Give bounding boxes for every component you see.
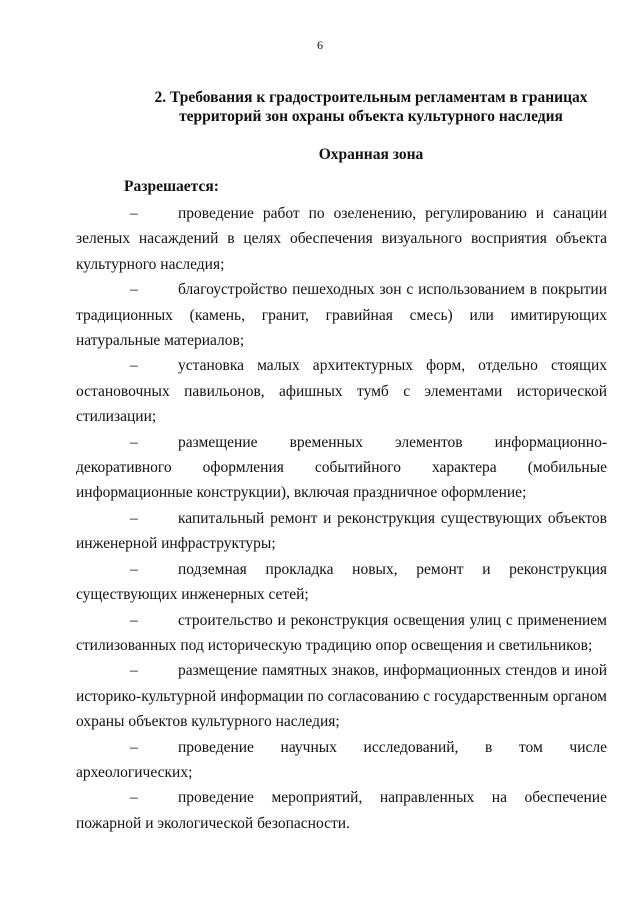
list-item	[76, 785, 607, 836]
list-item	[76, 506, 607, 557]
list-item	[76, 608, 607, 659]
list-item	[76, 658, 607, 734]
dash-marker: –	[130, 357, 138, 375]
dash-marker: –	[130, 433, 138, 451]
dash-marker: –	[130, 611, 138, 629]
dash-marker: –	[130, 509, 138, 527]
allowed-list	[76, 201, 607, 836]
section-heading	[108, 88, 634, 126]
section-heading-line-1: 2. Требования к градостроительным регламентам в границах	[154, 89, 588, 106]
list-item	[76, 557, 607, 608]
allowed-label: Разрешается:	[124, 178, 219, 195]
list-item-text: подземная прокладка новых, ремонт и реконструкция существующих инженерных сетей;	[76, 560, 607, 604]
list-item-text: благоустройство пешеходных зон с использованием в покрытии традиционных (камень, гранит, гравийная смесь) или имитирующих натуральные материалов;	[76, 281, 607, 350]
list-item	[76, 735, 607, 786]
list-item-text: проведение работ по озеленению, регулированию и санации зеленых насаждений в целях обеспечения визуального восприятия объекта культурного наследия;	[76, 205, 607, 273]
dash-marker: –	[130, 281, 138, 299]
list-item-text: капитальный ремонт и реконструкция существующих объектов инженерной инфраструктуры;	[76, 509, 607, 553]
list-item-text: размещение памятных знаков, информационных стендов и иной историко-культурной информации по согласованию с государственным органом охраны объектов культурного наследия;	[76, 662, 607, 731]
section-heading-line-2: территорий зон охраны объекта культурного наследия	[179, 108, 563, 125]
dash-marker: –	[130, 662, 138, 680]
list-item	[76, 277, 607, 353]
list-item-text: размещение временных элементов информационно-декоративного оформления событийного характера (мобильные информационные конструкции), включая праздничное оформление;	[76, 433, 607, 502]
list-item	[76, 201, 607, 277]
dash-marker: –	[130, 560, 138, 578]
list-item-text: строительство и реконструкция освещения улиц с применением стилизованных под историческую традицию опор освещения и светильников;	[76, 611, 607, 654]
list-item-text: установка малых архитектурных форм, отдельно стоящих остановочных павильонов, афишных тумб с элементами исторической стилизации;	[76, 357, 607, 426]
list-item-text: проведение научных исследований, в том числе археологических;	[76, 738, 607, 781]
dash-marker: –	[130, 205, 138, 222]
zone-title: Охранная зона	[318, 146, 424, 163]
dash-marker: –	[130, 738, 138, 756]
page-number: 6	[317, 38, 323, 52]
dash-marker: –	[130, 789, 138, 807]
list-item	[76, 430, 607, 506]
list-item-text: проведение мероприятий, направленных на обеспечение пожарной и экологической безопасности.	[76, 789, 607, 832]
list-item	[76, 353, 607, 429]
